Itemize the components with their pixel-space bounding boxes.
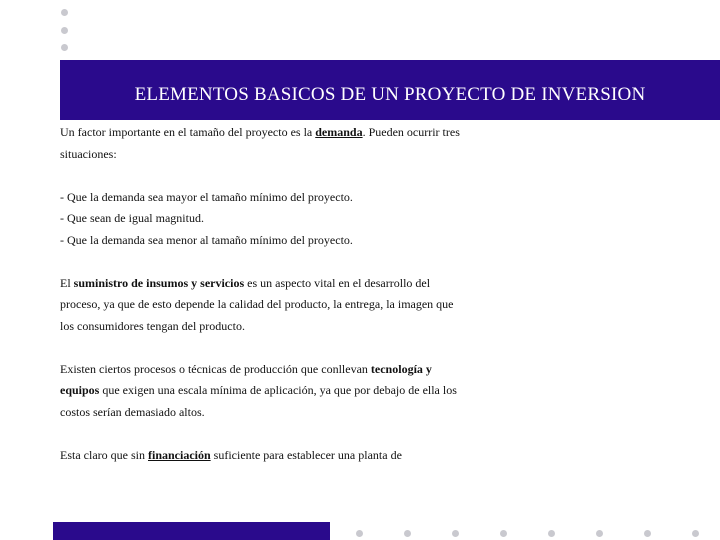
paragraph-text: Un factor importante en el tamaño del proyecto es la (60, 125, 316, 139)
paragraph-text: El (60, 275, 74, 290)
paragraph-text: suficiente para establecer una planta de (210, 447, 402, 462)
decorative-dot (61, 44, 68, 51)
decorative-dot (61, 27, 68, 34)
decorative-dot (548, 530, 555, 537)
keyword-suministro: suministro de insumos y servicios (73, 275, 245, 290)
decorative-dot (356, 530, 363, 537)
paragraph-supply (60, 273, 460, 338)
decorative-dot (692, 530, 699, 537)
keyword-financiacion: financiación (147, 447, 211, 462)
bullet-item: - Que la demanda sea menor al tamaño mínimo del proyecto. (60, 232, 353, 247)
decorative-dot (596, 530, 603, 537)
title-bar (60, 60, 720, 120)
decorative-dot (452, 530, 459, 537)
bottom-accent-bar (53, 522, 330, 540)
keyword-tecnologia: tecnología y equipos (60, 361, 432, 397)
decorative-dot (644, 530, 651, 537)
paragraph-text: Esta claro que sin (60, 447, 148, 462)
paragraph-text: es un aspecto vital en el desarrollo del proceso, ya que de esto depende la calidad del producto, la entrega, la imagen que los consumidores tengan del producto. (60, 275, 454, 333)
bullet-item: - Que sean de igual magnitud. (60, 211, 204, 225)
decorative-dot (404, 530, 411, 537)
paragraph-text: . Pueden ocurrir tres situaciones: (60, 125, 460, 161)
slide-content (60, 122, 460, 466)
paragraph-demand (60, 122, 460, 165)
keyword-demanda: demanda (315, 125, 363, 139)
decorative-dot (500, 530, 507, 537)
slide-title: ELEMENTOS BASICOS DE UN PROYECTO DE INVERSION (134, 84, 646, 105)
paragraph-text: que exigen una escala mínima de aplicación, ya que por debajo de ella los costos serían demasiado altos. (60, 383, 457, 419)
decorative-dot (61, 9, 68, 16)
bullet-item: - Que la demanda sea mayor el tamaño mínimo del proyecto. (60, 189, 353, 204)
paragraph-financing (60, 445, 460, 467)
paragraph-technology (60, 359, 460, 424)
paragraph-text: Existen ciertos procesos o técnicas de producción que conllevan (60, 361, 371, 376)
